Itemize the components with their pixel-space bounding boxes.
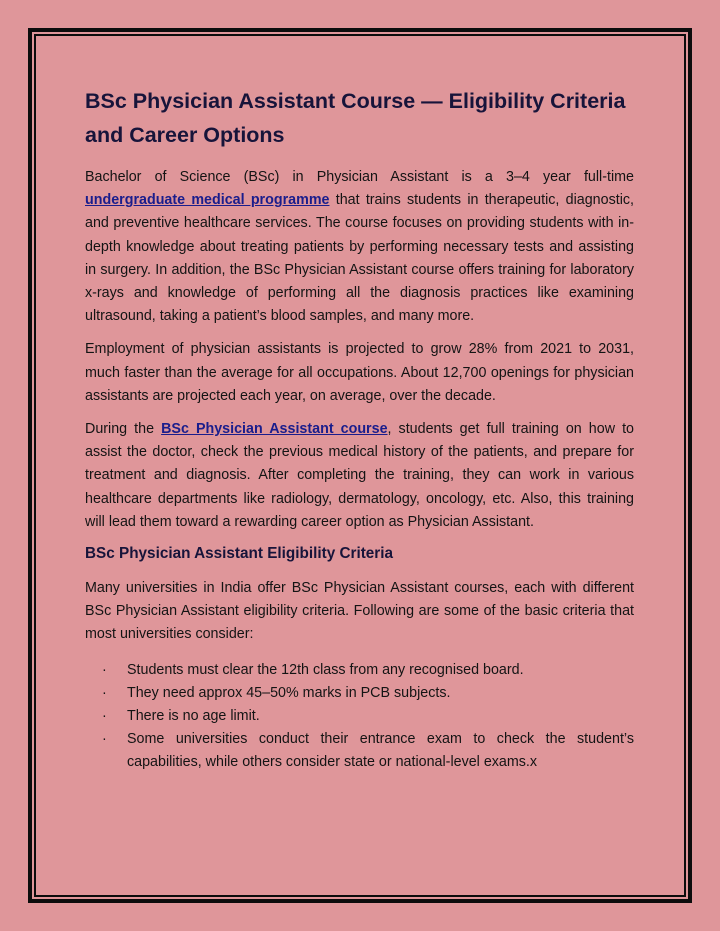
list-item-text: Students must clear the 12th class from any recognised board. <box>127 661 524 678</box>
training-text-after: , students get full training on how to assist the doctor, check the previous medical history of the patients, and prepare for treatment and diagnosis. After completing the training, they can work in various healthcare departments like radiology, dermatology, oncology, etc. Also, this training will lead them toward a rewarding career option as Physician Assistant. <box>85 421 634 530</box>
bullet-icon: · <box>102 684 107 701</box>
employment-paragraph: Employment of physician assistants is projected to grow 28% from 2021 to 2031, much faster than the average for all occupations. About 12,700 openings for physician assistants are projected each year, on average, over the decade. <box>85 341 634 404</box>
page-title: BSc Physician Assistant Course — Eligibility Criteria and Career Options <box>85 89 626 147</box>
intro-text-before: Bachelor of Science (BSc) in Physician Assistant is a 3–4 year full-time <box>85 169 634 185</box>
training-paragraph <box>85 418 634 534</box>
intro-text-after: that trains students in therapeutic, diagnostic, and preventive healthcare services. The course focuses on providing students with in-depth knowledge about treating patients by performing necessary tests and assisting in surgery. In addition, the BSc Physician Assistant course offers training for laboratory x-rays and knowledge of performing all the diagnosis practices like examining ultrasound, taking a patient’s blood samples, and many more. <box>85 192 634 325</box>
list-item-text: They need approx 45–50% marks in PCB subjects. <box>127 684 451 701</box>
document-body <box>85 84 634 775</box>
training-text-before: During the <box>85 421 162 438</box>
list-item <box>85 705 634 728</box>
eligibility-intro-paragraph: Many universities in India offer BSc Physician Assistant courses, each with different BSc Physician Assistant eligibility criteria. Following are some of the basic criteria that most universities consider: <box>85 580 634 643</box>
list-item <box>85 682 634 705</box>
list-item-text: Some universities conduct their entrance exam to check the student’s capabilities, while others consider state or national-level exams.x <box>127 731 634 771</box>
intro-paragraph <box>85 166 634 328</box>
criteria-list <box>85 659 634 775</box>
bsc-course-link[interactable]: BSc Physician Assistant course <box>161 421 388 438</box>
bullet-icon: · <box>102 708 107 725</box>
bullet-icon: · <box>102 661 107 678</box>
list-item <box>85 659 634 682</box>
undergraduate-programme-link[interactable]: undergraduate medical programme <box>85 192 330 209</box>
list-item <box>85 728 634 774</box>
list-item-text: There is no age limit. <box>127 708 260 725</box>
bullet-icon: · <box>102 731 107 748</box>
eligibility-heading: BSc Physician Assistant Eligibility Criteria <box>85 545 394 563</box>
